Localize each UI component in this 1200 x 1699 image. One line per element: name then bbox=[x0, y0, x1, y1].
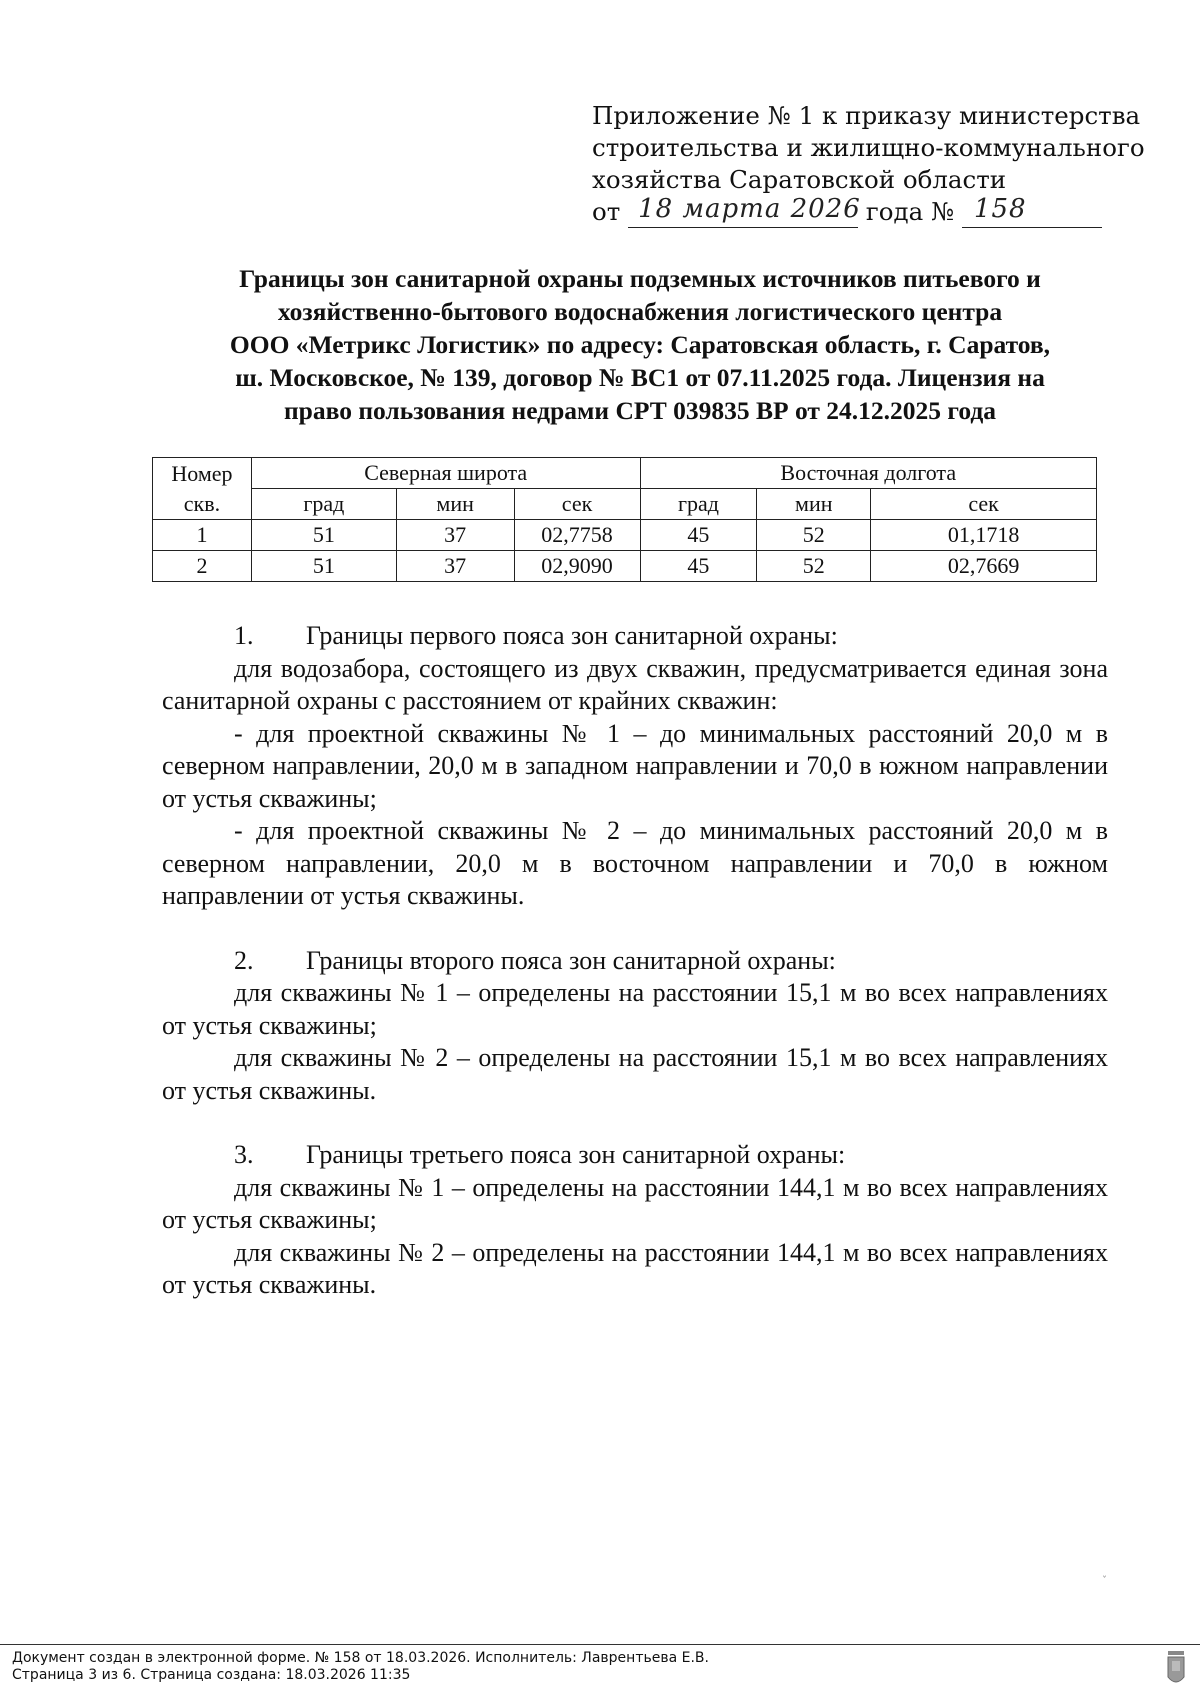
table-cell: 2 bbox=[153, 551, 252, 582]
subheader-cell: град bbox=[640, 489, 757, 520]
document-body bbox=[162, 620, 1108, 1302]
section-1-heading bbox=[162, 620, 1108, 653]
section-2-number: 2. bbox=[234, 945, 254, 975]
document-footer bbox=[0, 1644, 1200, 1699]
attachment-date-line bbox=[592, 196, 1112, 228]
section-1-paragraph-2: - для проектной скважины № 1 – до минимальных расстояний 20,0 м в северном направлении, 20,0 м в западном направлении и 70,0 в южном направлении от устья скважины; bbox=[162, 718, 1108, 813]
section-2-title: Границы второго пояса зон санитарной охраны: bbox=[306, 945, 836, 975]
attachment-line-1: Приложение № 1 к приказу министерства bbox=[592, 101, 1141, 130]
section-2-heading bbox=[162, 945, 1108, 978]
attachment-line-3: хозяйства Саратовской области bbox=[592, 165, 1007, 194]
header-well-number-line-1: Номер bbox=[171, 460, 233, 486]
section-3-paragraph-1: для скважины № 1 – определены на расстоянии 144,1 м во всех направлениях от устья скважины; bbox=[162, 1172, 1108, 1234]
number-signature-field bbox=[962, 194, 1102, 228]
table-cell: 37 bbox=[396, 520, 514, 551]
year-number-label: года № bbox=[865, 197, 955, 226]
table-cell: 51 bbox=[251, 520, 396, 551]
title-line-3: ООО «Метрикс Логистик» по адресу: Саратовская область, г. Саратов, bbox=[229, 330, 1051, 359]
section-3-heading bbox=[162, 1139, 1108, 1172]
header-north-latitude: Северная широта bbox=[251, 458, 640, 489]
table-subheader-row bbox=[153, 489, 1097, 520]
table-cell: 51 bbox=[251, 551, 396, 582]
table-cell: 37 bbox=[396, 551, 514, 582]
coordinates-table bbox=[152, 457, 1097, 582]
section-1-paragraph-1: для водозабора, состоящего из двух скважин, предусматривается единая зона санитарной охраны с расстоянием от крайних скважин: bbox=[162, 653, 1108, 715]
subheader-cell: град bbox=[251, 489, 396, 520]
header-east-longitude: Восточная долгота bbox=[640, 458, 1097, 489]
table-header-row bbox=[153, 458, 1097, 489]
scan-artifact-mark: ˇ bbox=[1102, 1576, 1107, 1587]
table-cell: 02,9090 bbox=[514, 551, 640, 582]
title-line-4: ш. Московское, № 139, договор № ВС1 от 07.11.2025 года. Лицензия на bbox=[235, 363, 1045, 392]
coat-of-arms-icon bbox=[1166, 1649, 1186, 1689]
subheader-cell: мин bbox=[396, 489, 514, 520]
date-signature-field bbox=[628, 194, 861, 228]
section-3-number: 3. bbox=[234, 1140, 254, 1169]
subheader-cell: мин bbox=[757, 489, 871, 520]
header-well-number bbox=[153, 458, 252, 520]
table-cell: 45 bbox=[640, 520, 757, 551]
footer-line-2: Страница 3 из 6. Страница создана: 18.03.2026 11:35 bbox=[12, 1667, 411, 1683]
footer-text bbox=[12, 1650, 709, 1684]
subheader-cell: сек bbox=[871, 489, 1097, 520]
document-title bbox=[150, 262, 1130, 427]
section-1-paragraph-3: - для проектной скважины № 2 – до минимальных расстояний 20,0 м в северном направлении, 20,0 м в восточном направлении и 70,0 в южном направлении от устья скважины. bbox=[162, 816, 1108, 910]
table-cell: 02,7758 bbox=[514, 520, 640, 551]
table-cell: 52 bbox=[757, 551, 871, 582]
handwritten-date: 18 марта 2026 bbox=[638, 194, 861, 224]
section-1-title: Границы первого пояса зон санитарной охраны: bbox=[306, 621, 838, 650]
section-3-title: Границы третьего пояса зон санитарной охраны: bbox=[306, 1140, 846, 1169]
table-cell: 01,1718 bbox=[871, 520, 1097, 551]
table-cell: 02,7669 bbox=[871, 551, 1097, 582]
section-2-paragraph-2: для скважины № 2 – определены на расстоянии 15,1 м во всех направлениях от устья скважины. bbox=[162, 1043, 1108, 1105]
section-1-number: 1. bbox=[234, 621, 254, 650]
attachment-line-2: строительства и жилищно-коммунального bbox=[592, 133, 1145, 162]
title-line-2: хозяйственно-бытового водоснабжения логистического центра bbox=[277, 297, 1003, 326]
table-cell: 1 bbox=[153, 520, 252, 551]
title-line-5: право пользования недрами СРТ 039835 ВР от 24.12.2025 года bbox=[283, 396, 997, 425]
header-well-number-line-2: скв. bbox=[183, 490, 221, 516]
section-2-paragraph-1: для скважины № 1 – определены на расстоянии 15,1 м во всех направлениях от устья скважины; bbox=[162, 978, 1108, 1040]
handwritten-number: 158 bbox=[973, 194, 1027, 224]
from-label: от bbox=[592, 197, 621, 226]
subheader-cell: сек bbox=[514, 489, 640, 520]
title-line-1: Границы зон санитарной охраны подземных источников питьевого и bbox=[239, 264, 1041, 293]
table-cell: 45 bbox=[640, 551, 757, 582]
attachment-header bbox=[592, 100, 1145, 228]
section-3-paragraph-2: для скважины № 2 – определены на расстоянии 144,1 м во всех направлениях от устья скважины. bbox=[162, 1237, 1108, 1299]
table-row bbox=[153, 551, 1097, 582]
table-cell: 52 bbox=[757, 520, 871, 551]
table-row bbox=[153, 520, 1097, 551]
footer-line-1: Документ создан в электронной форме. № 158 от 18.03.2026. Исполнитель: Лаврентьева Е.В. bbox=[12, 1650, 709, 1666]
